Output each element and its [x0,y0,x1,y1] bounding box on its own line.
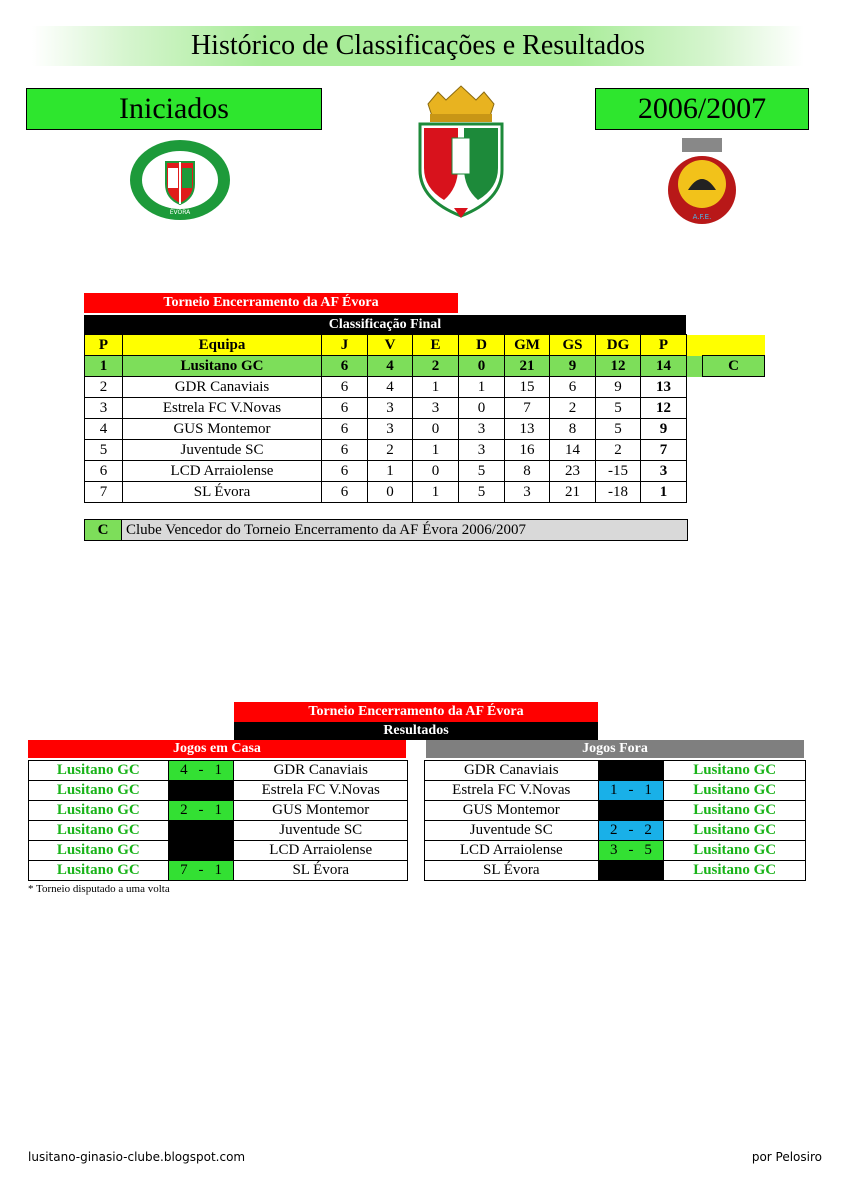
away-result-row [425,761,806,781]
score-cell [598,861,664,881]
cell-gm: 7 [505,398,550,419]
score-home: 2 [180,802,188,818]
page-title: Histórico de Classificações e Resultados [32,26,804,66]
legend-key: C [85,520,122,540]
cell-p: 14 [641,356,687,377]
cell-e: 0 [413,461,459,482]
cell-dg: 2 [596,440,641,461]
club-team: Lusitano GC [664,781,806,801]
champion-mark [703,419,765,440]
cell-gs: 14 [550,440,596,461]
cell-d: 0 [459,356,505,377]
opponent-team: SL Évora [425,861,599,881]
score-cell [168,841,234,861]
cell-v: 1 [368,461,413,482]
results-competition: Torneio Encerramento da AF Évora [234,702,598,722]
score-home: 4 [180,762,188,778]
opponent-team: GDR Canaviais [234,761,408,781]
column-header: DG [596,335,641,356]
table-row [85,377,765,398]
cell-pos: 7 [85,482,123,503]
cell-d: 5 [459,482,505,503]
score-cell [598,841,664,861]
cell-d: 5 [459,461,505,482]
footer-author: por Pelosiro [751,1150,822,1164]
cell-e: 3 [413,398,459,419]
club-team: Lusitano GC [664,821,806,841]
home-results-table [28,760,408,881]
table-row [85,461,765,482]
opponent-team: Estrela FC V.Novas [425,781,599,801]
away-result-row [425,801,806,821]
cell-v: 3 [368,419,413,440]
champion-mark [703,377,765,398]
score-home: 2 [610,822,618,838]
club-team: Lusitano GC [29,841,169,861]
cell-gs: 8 [550,419,596,440]
score [169,762,234,779]
opponent-team: GUS Montemor [425,801,599,821]
score-separator: - [198,862,204,878]
score-away: 2 [644,822,652,838]
cell-v: 4 [368,377,413,398]
cell-p: 13 [641,377,687,398]
score-home: 3 [610,842,618,858]
score-cell [598,761,664,781]
score-away: 1 [644,782,652,798]
classification-competition: Torneio Encerramento da AF Évora [84,293,458,313]
champion-mark [703,482,765,503]
table-row [85,440,765,461]
table-row [85,398,765,419]
cell-j: 6 [322,398,368,419]
club-team: Lusitano GC [29,781,169,801]
cell-dg: 12 [596,356,641,377]
champion-mark: C [703,356,765,377]
cell-team: GUS Montemor [123,419,322,440]
cell-team: SL Évora [123,482,322,503]
cell-pos: 3 [85,398,123,419]
score-home: 7 [180,862,188,878]
cell-v: 3 [368,398,413,419]
classification-subtitle: Classificação Final [84,315,686,334]
spacer [687,377,703,398]
cell-j: 6 [322,356,368,377]
score-separator: - [198,802,204,818]
spacer [687,419,703,440]
cell-dg: -15 [596,461,641,482]
home-result-row [29,841,408,861]
classification-header-row [85,335,765,356]
club-emblem-logo [128,138,232,222]
cell-j: 6 [322,461,368,482]
cell-v: 0 [368,482,413,503]
cell-gs: 2 [550,398,596,419]
opponent-team: LCD Arraiolense [425,841,599,861]
column-header: GS [550,335,596,356]
classification-table [84,334,765,503]
spacer [687,461,703,482]
champion-mark [703,440,765,461]
cell-e: 0 [413,419,459,440]
cell-pos: 5 [85,440,123,461]
cell-gm: 13 [505,419,550,440]
crest-logo [414,84,508,224]
opponent-team: Juventude SC [234,821,408,841]
cell-team: GDR Canaviais [123,377,322,398]
cell-e: 2 [413,356,459,377]
cell-gs: 9 [550,356,596,377]
champion-mark [703,398,765,419]
opponent-team: GUS Montemor [234,801,408,821]
cell-dg: 9 [596,377,641,398]
table-row [85,482,765,503]
club-team: Lusitano GC [664,841,806,861]
opponent-team: Juventude SC [425,821,599,841]
home-result-row [29,861,408,881]
home-games-title: Jogos em Casa [28,740,406,758]
score [169,802,234,819]
cell-team: Estrela FC V.Novas [123,398,322,419]
score-cell [168,821,234,841]
table-row [85,356,765,377]
spacer [687,440,703,461]
away-result-row [425,861,806,881]
score [599,822,664,839]
score-cell [598,821,664,841]
cell-d: 1 [459,377,505,398]
club-team: Lusitano GC [664,801,806,821]
legend [84,519,688,541]
column-header: V [368,335,413,356]
cell-dg: -18 [596,482,641,503]
cell-pos: 1 [85,356,123,377]
spacer [687,398,703,419]
cell-dg: 5 [596,419,641,440]
table-row [85,419,765,440]
spacer [687,335,703,356]
opponent-team: SL Évora [234,861,408,881]
home-result-row [29,761,408,781]
footnote: * Torneio disputado a uma volta [28,883,170,895]
score-cell [168,861,234,881]
cell-e: 1 [413,482,459,503]
opponent-team: Estrela FC V.Novas [234,781,408,801]
column-header: D [459,335,505,356]
season-box: 2006/2007 [595,88,809,130]
club-team: Lusitano GC [29,821,169,841]
association-logo [664,134,740,226]
cell-gm: 21 [505,356,550,377]
club-team: Lusitano GC [29,861,169,881]
cell-j: 6 [322,482,368,503]
cell-team: Lusitano GC [123,356,322,377]
cell-d: 3 [459,440,505,461]
score-away: 1 [214,802,222,818]
cell-gm: 16 [505,440,550,461]
score [599,782,664,799]
cell-gs: 23 [550,461,596,482]
spacer [687,482,703,503]
cell-e: 1 [413,440,459,461]
column-header: P [641,335,687,356]
away-result-row [425,821,806,841]
opponent-team: GDR Canaviais [425,761,599,781]
cell-team: LCD Arraiolense [123,461,322,482]
cell-team: Juventude SC [123,440,322,461]
cell-gm: 3 [505,482,550,503]
home-result-row [29,821,408,841]
club-team: Lusitano GC [664,861,806,881]
score-cell [168,761,234,781]
score-cell [598,801,664,821]
opponent-team: LCD Arraiolense [234,841,408,861]
cell-pos: 4 [85,419,123,440]
club-team: Lusitano GC [29,801,169,821]
cell-j: 6 [322,419,368,440]
score-separator: - [628,842,634,858]
legend-text: Clube Vencedor do Torneio Encerramento da AF Évora 2006/2007 [122,520,687,540]
score-away: 1 [214,762,222,778]
away-result-row [425,781,806,801]
cell-gs: 6 [550,377,596,398]
column-header: GM [505,335,550,356]
home-result-row [29,801,408,821]
score-separator: - [628,822,634,838]
away-result-row [425,841,806,861]
cell-v: 2 [368,440,413,461]
score-home: 1 [610,782,618,798]
score-separator: - [628,782,634,798]
cell-j: 6 [322,377,368,398]
cell-dg: 5 [596,398,641,419]
association-logo-text: A.F.E. [692,213,712,221]
score-cell [598,781,664,801]
spacer [703,335,765,356]
cell-p: 12 [641,398,687,419]
club-team: Lusitano GC [664,761,806,781]
cell-p: 3 [641,461,687,482]
column-header: E [413,335,459,356]
score-cell [168,781,234,801]
cell-pos: 6 [85,461,123,482]
score-cell [168,801,234,821]
results-subtitle: Resultados [234,722,598,740]
footer-site-url: lusitano-ginasio-clube.blogspot.com [28,1150,246,1164]
cell-p: 9 [641,419,687,440]
score [599,842,664,859]
cell-gs: 21 [550,482,596,503]
score-separator: - [198,762,204,778]
cell-gm: 8 [505,461,550,482]
spacer [687,356,703,377]
club-team: Lusitano GC [29,761,169,781]
cell-p: 7 [641,440,687,461]
cell-d: 0 [459,398,505,419]
score-away: 5 [644,842,652,858]
cell-j: 6 [322,440,368,461]
column-header: Equipa [123,335,322,356]
away-games-title: Jogos Fora [426,740,804,758]
home-result-row [29,781,408,801]
cell-p: 1 [641,482,687,503]
score [169,862,234,879]
column-header: P [85,335,123,356]
cell-gm: 15 [505,377,550,398]
cell-d: 3 [459,419,505,440]
champion-mark [703,461,765,482]
category-box: Iniciados [26,88,322,130]
cell-pos: 2 [85,377,123,398]
cell-e: 1 [413,377,459,398]
svg-text:ÉVORA: ÉVORA [169,209,191,216]
column-header: J [322,335,368,356]
cell-v: 4 [368,356,413,377]
score-away: 1 [214,862,222,878]
away-results-table [424,760,806,881]
